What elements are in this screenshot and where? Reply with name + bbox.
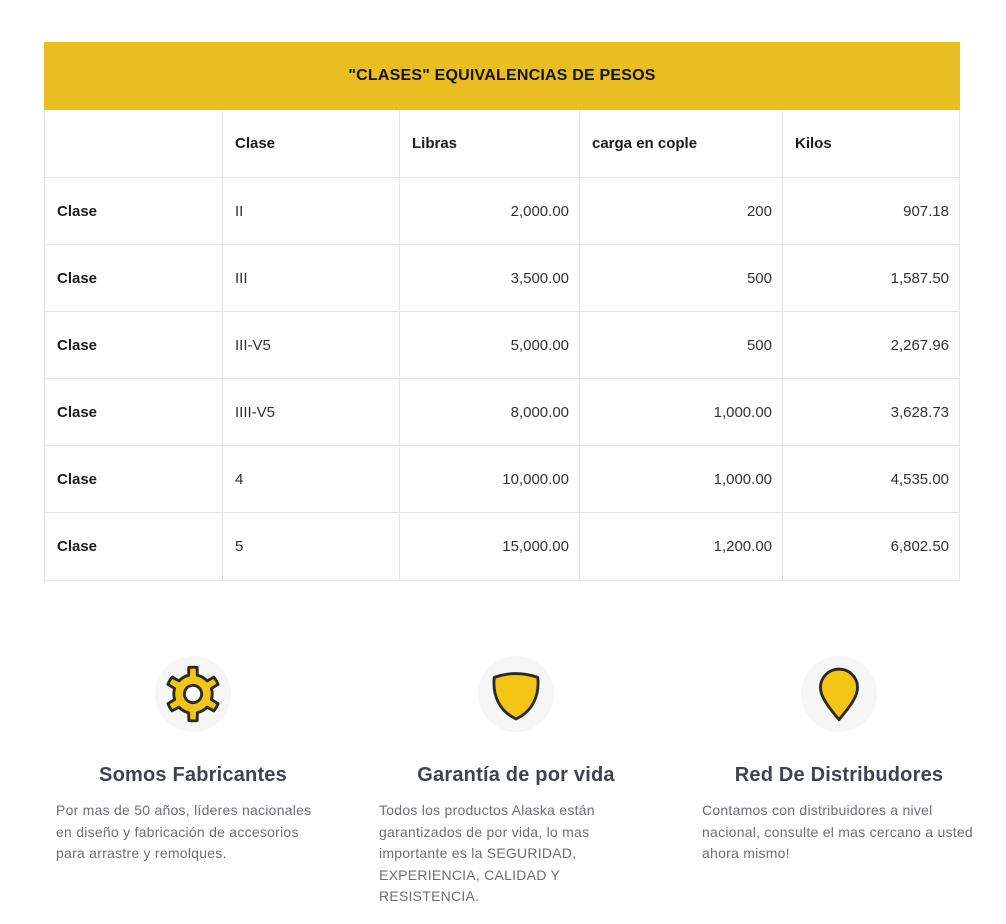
header-cell-carga-en-cople: carga en cople xyxy=(580,110,783,177)
feature-garantia xyxy=(379,656,653,908)
row-kilos-cell: 4,535.00 xyxy=(890,470,949,488)
feature-title: Garantía de por vida xyxy=(417,764,615,786)
row-kilos-cell: 6,802.50 xyxy=(890,538,949,555)
row-kilos-cell: 1,587.50 xyxy=(890,269,949,287)
row-libras-cell: 2,000.00 xyxy=(400,178,580,244)
feature-distribuidores xyxy=(702,656,976,908)
row-carga-cell: 200 xyxy=(580,178,783,244)
table-row xyxy=(45,312,959,379)
feature-title: Somos Fabricantes xyxy=(99,764,287,786)
row-clase-cell: III-V5 xyxy=(223,312,400,378)
row-carga-cell: 500 xyxy=(580,245,783,311)
table-row xyxy=(45,178,959,245)
feature-text: Todos los productos Alaska están garantizados de por vida, lo mas importante es la SEGURIDAD, EXPERIENCIA, CALIDAD Y RESISTENCIA. xyxy=(379,802,595,904)
gear-icon xyxy=(161,662,225,726)
row-clase-cell: III xyxy=(223,245,400,311)
feature-icon-circle xyxy=(801,656,877,732)
row-libras-cell: 5,000.00 xyxy=(400,312,580,378)
row-label-cell: Clase xyxy=(45,446,223,512)
row-clase-cell: 4 xyxy=(223,446,400,512)
feature-title: Red De Distribudores xyxy=(734,764,944,786)
row-label-cell: Clase xyxy=(45,513,223,580)
row-libras-cell: 3,500.00 xyxy=(400,245,580,311)
header-cell-empty xyxy=(45,110,223,177)
row-kilos-cell: 907.18 xyxy=(903,202,949,220)
header-cell-libras: Libras xyxy=(400,110,580,177)
shield-icon xyxy=(484,662,548,726)
row-kilos-cell: 2,267.96 xyxy=(890,336,949,354)
row-carga-cell: 1,000.00 xyxy=(580,379,783,445)
table-title: "CLASES" EQUIVALENCIAS DE PESOS xyxy=(348,67,656,84)
row-carga-cell: 1,200.00 xyxy=(580,513,783,580)
row-carga-cell: 500 xyxy=(580,312,783,378)
row-label-cell: Clase xyxy=(45,312,223,378)
table-row xyxy=(45,446,959,513)
row-label-cell: Clase xyxy=(45,178,223,244)
table-title-bar xyxy=(44,42,960,110)
feature-text: Por mas de 50 años, líderes nacionales en diseño y fabricación de accesorios para arrastre y remolques. xyxy=(56,802,312,861)
row-clase-cell: IIII-V5 xyxy=(223,379,400,445)
row-label-cell: Clase xyxy=(45,245,223,311)
row-libras-cell: 15,000.00 xyxy=(400,513,580,580)
row-label-cell: Clase xyxy=(45,379,223,445)
feature-icon-circle xyxy=(155,656,231,732)
row-clase-cell: II xyxy=(223,178,400,244)
row-kilos-cell: 3,628.73 xyxy=(890,403,949,421)
table-row xyxy=(45,245,959,312)
table-header-row xyxy=(45,110,959,178)
row-clase-cell: 5 xyxy=(223,513,400,580)
table-row xyxy=(45,513,959,580)
table-grid xyxy=(44,110,960,581)
feature-icon-circle xyxy=(478,656,554,732)
location-pin-icon xyxy=(807,662,871,726)
features-section xyxy=(56,656,976,908)
row-carga-cell: 1,000.00 xyxy=(580,446,783,512)
table-body xyxy=(45,178,959,580)
table-row xyxy=(45,379,959,446)
row-libras-cell: 10,000.00 xyxy=(400,446,580,512)
feature-fabricantes xyxy=(56,656,330,908)
feature-text: Contamos con distribuidores a nivel nacional, consulte el mas cercano a usted ahora mismo! xyxy=(702,802,973,861)
weights-equivalence-table xyxy=(44,42,960,581)
row-libras-cell: 8,000.00 xyxy=(400,379,580,445)
header-cell-kilos: Kilos xyxy=(795,135,832,152)
header-cell-clase: Clase xyxy=(223,110,400,177)
